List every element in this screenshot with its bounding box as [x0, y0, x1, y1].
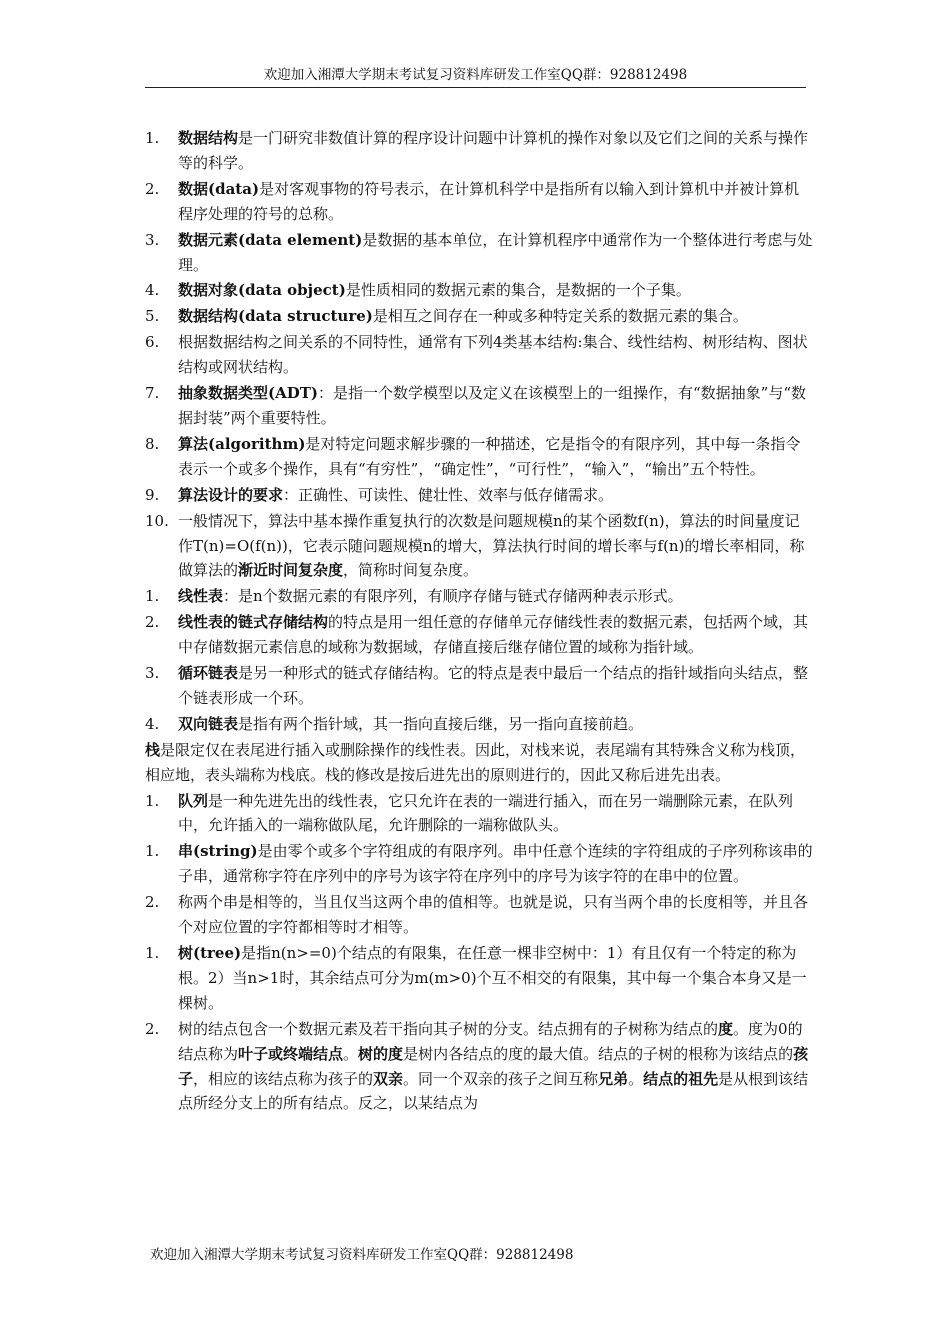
text-run: 是限定仅在表尾进行插入或删除操作的线性表。因此，对栈来说，表尾端有其特殊含义称为栈顶，相应地，表头端称为栈底。栈的修改是按后进先出的原则进行的，因此又称后进先出表。 [145, 740, 806, 784]
text-run: 根据数据结构之间关系的不同特性，通常有下列4类基本结构:集合、线性结构、树形结构、图状结构或网状结构。 [178, 333, 808, 377]
term: 串(string) [178, 842, 258, 861]
page-footer: 欢迎加入湘潭大学期末考试复习资料库研发工作室QQ群：928812498 [150, 1247, 574, 1263]
list-item [145, 304, 813, 329]
list-item-number: 1. [145, 791, 160, 810]
list-item-number: 5. [145, 307, 160, 326]
term: 线性表的链式存储结构 [178, 613, 329, 632]
term: 队列 [178, 791, 209, 810]
list-item [145, 661, 813, 711]
term: 度 [718, 1019, 734, 1038]
list-item-number: 1. [145, 944, 160, 962]
term: 循环链表 [178, 664, 239, 683]
list-item [145, 278, 813, 303]
term: 抽象数据类型(ADT) [178, 384, 319, 403]
list-item-number: 3. [145, 230, 160, 249]
list-item-number: 4. [145, 714, 160, 733]
term: 孩子 [178, 1044, 809, 1088]
list-item [145, 126, 813, 176]
text-run: 是对客观事物的符号表示，在计算机科学中是指所有以输入到计算机中并被计算机程序处理的符号的总称。 [178, 179, 800, 223]
list-item [145, 330, 813, 380]
text-run: 是树内各结点的度的最大值。结点的子树的根称为该结点的 [403, 1044, 794, 1063]
text-run: 是另一种形式的链式存储结构。它的特点是表中最后一个结点的指针域指向头结点，整个链表形成一个环。 [178, 664, 809, 707]
list-item-number: 1. [145, 587, 160, 606]
list-item-number: 3. [145, 664, 160, 683]
list-item-number: 9. [145, 485, 160, 504]
list-item-number: 2. [145, 179, 160, 198]
list-item [145, 177, 813, 227]
text-run: 是从根到该结点所经分支上的所有结点。反之，以某结点为 [178, 1069, 809, 1113]
term: 栈 [145, 740, 161, 759]
list-item [145, 584, 813, 609]
term: 数据元素(data element) [178, 230, 363, 249]
list-item [145, 228, 813, 278]
term: 叶子或终端结点 [238, 1044, 344, 1063]
list-item [145, 432, 813, 482]
text-run: 是指有两个指针域，其一指向直接后继，另一指向直接前趋。 [238, 714, 644, 733]
term: 渐近时间复杂度 [238, 561, 344, 580]
list-item-number: 1. [145, 842, 160, 861]
header-divider [145, 87, 806, 88]
term: 树的度 [358, 1044, 404, 1063]
document-body [145, 126, 813, 1117]
text-run: ，简称时间复杂度。 [343, 561, 479, 580]
term: 树(tree) [178, 944, 242, 962]
term: 双亲 [373, 1069, 404, 1088]
text-run: 树的结点包含一个数据元素及若干指向其子树的分支。结点拥有的子树称为结点的 [178, 1019, 719, 1038]
text-run: 是对特定问题求解步骤的一种描述，它是指令的有限序列，其中每一条指令表示一个或多个操作，具有“有穷性”，“确定性”，“可行性”，“输入”，“输出”五个特性。 [178, 434, 801, 478]
text-run: ：是指一个数学模型以及定义在该模型上的一组操作，有“数据抽象”与“数据封装”两个重要特性。 [178, 384, 807, 427]
text-run: 是一门研究非数值计算的程序设计问题中计算机的操作对象以及它们之间的关系与操作等的科学。 [178, 129, 809, 172]
term: 双向链表 [178, 714, 239, 733]
text-run: 。 [343, 1044, 359, 1063]
text-run: 的特点是用一组任意的存储单元存储线性表的数据元素，包括两个域，其中存储数据元素信息的域称为数据域，存储直接后继存储位置的域称为指针域。 [178, 613, 809, 657]
list-item-number: 6. [145, 333, 160, 352]
text-run: ：正确性、可读性、健壮性、效率与低存储需求。 [283, 485, 614, 504]
text-run: 。度为0的结点称为 [178, 1019, 803, 1063]
text-run: 称两个串是相等的，当且仅当这两个串的值相等。也就是说，只有当两个串的长度相等，并且各个对应位置的字符都相等时才相等。 [178, 893, 809, 937]
text-run: 是相互之间存在一种或多种特定关系的数据元素的集合。 [372, 307, 748, 326]
list-item [145, 789, 813, 839]
list-item-number: 2. [145, 1019, 160, 1038]
paragraph [145, 738, 813, 788]
text-run: 一般情况下，算法中基本操作重复执行的次数是问题规模n的某个函数f(n)，算法的时间量度记作T(n)=O(f(n))，它表示随问题规模n的增大，算法执行时间的增长率与f(n)的增长率相同，称做算法的 [178, 511, 805, 580]
text-run: ，相应的该结点称为孩子的 [193, 1069, 374, 1088]
term: 线性表 [178, 587, 224, 606]
term: 算法(algorithm) [178, 434, 306, 453]
text-run: 。同一个双亲的孩子之间互称 [403, 1069, 599, 1088]
list-item [145, 509, 813, 584]
text-run: 是数据的基本单位，在计算机程序中通常作为一个整体进行考虑与处理。 [178, 230, 813, 274]
page-header: 欢迎加入湘潭大学期末考试复习资料库研发工作室QQ群：928812498 [263, 67, 688, 83]
list-item-number: 1. [145, 129, 160, 147]
list-item [145, 712, 813, 737]
list-item-number: 8. [145, 434, 160, 453]
term: 数据结构(data structure) [178, 307, 373, 326]
list-item-number: 10. [145, 511, 169, 530]
text-run: 是性质相同的数据元素的集合，是数据的一个子集。 [345, 281, 691, 300]
list-item [145, 483, 813, 508]
list-item [145, 890, 813, 940]
term: 数据对象(data object) [178, 281, 346, 300]
text-run: 。 [628, 1069, 644, 1088]
list-item-number: 7. [145, 384, 160, 403]
list-item [145, 610, 813, 660]
term: 算法设计的要求 [178, 485, 284, 504]
list-item [145, 1017, 813, 1117]
list-item-number: 4. [145, 281, 160, 300]
term: 结点的祖先 [643, 1069, 719, 1088]
text-run: 是指n(n>=0)个结点的有限集，在任意一棵非空树中：1）有且仅有一个特定的称为根。2）当n>1时，其余结点可分为m(m>0)个互不相交的有限集，其中每一个集合本身又是一棵树。 [178, 944, 807, 1012]
text-run: 是由零个或多个字符组成的有限序列。串中任意个连续的字符组成的子序列称该串的子串，通常称字符在序列中的序号为该字符在序列中的序号为该字符的在串中的位置。 [178, 842, 813, 886]
list-item-number: 2. [145, 893, 160, 912]
list-item [145, 381, 813, 431]
text-run: 是一种先进先出的线性表，它只允许在表的一端进行插入，而在另一端删除元素，在队列中，允许插入的一端称做队尾，允许删除的一端称做队头。 [178, 791, 794, 835]
text-run: ：是n个数据元素的有限序列，有顺序存储与链式存储两种表示形式。 [223, 587, 683, 606]
list-item [145, 839, 813, 889]
term: 数据结构 [178, 129, 239, 147]
list-item-number: 2. [145, 613, 160, 632]
term: 数据(data) [178, 179, 260, 198]
list-item [145, 941, 813, 1016]
term: 兄弟 [598, 1069, 629, 1088]
